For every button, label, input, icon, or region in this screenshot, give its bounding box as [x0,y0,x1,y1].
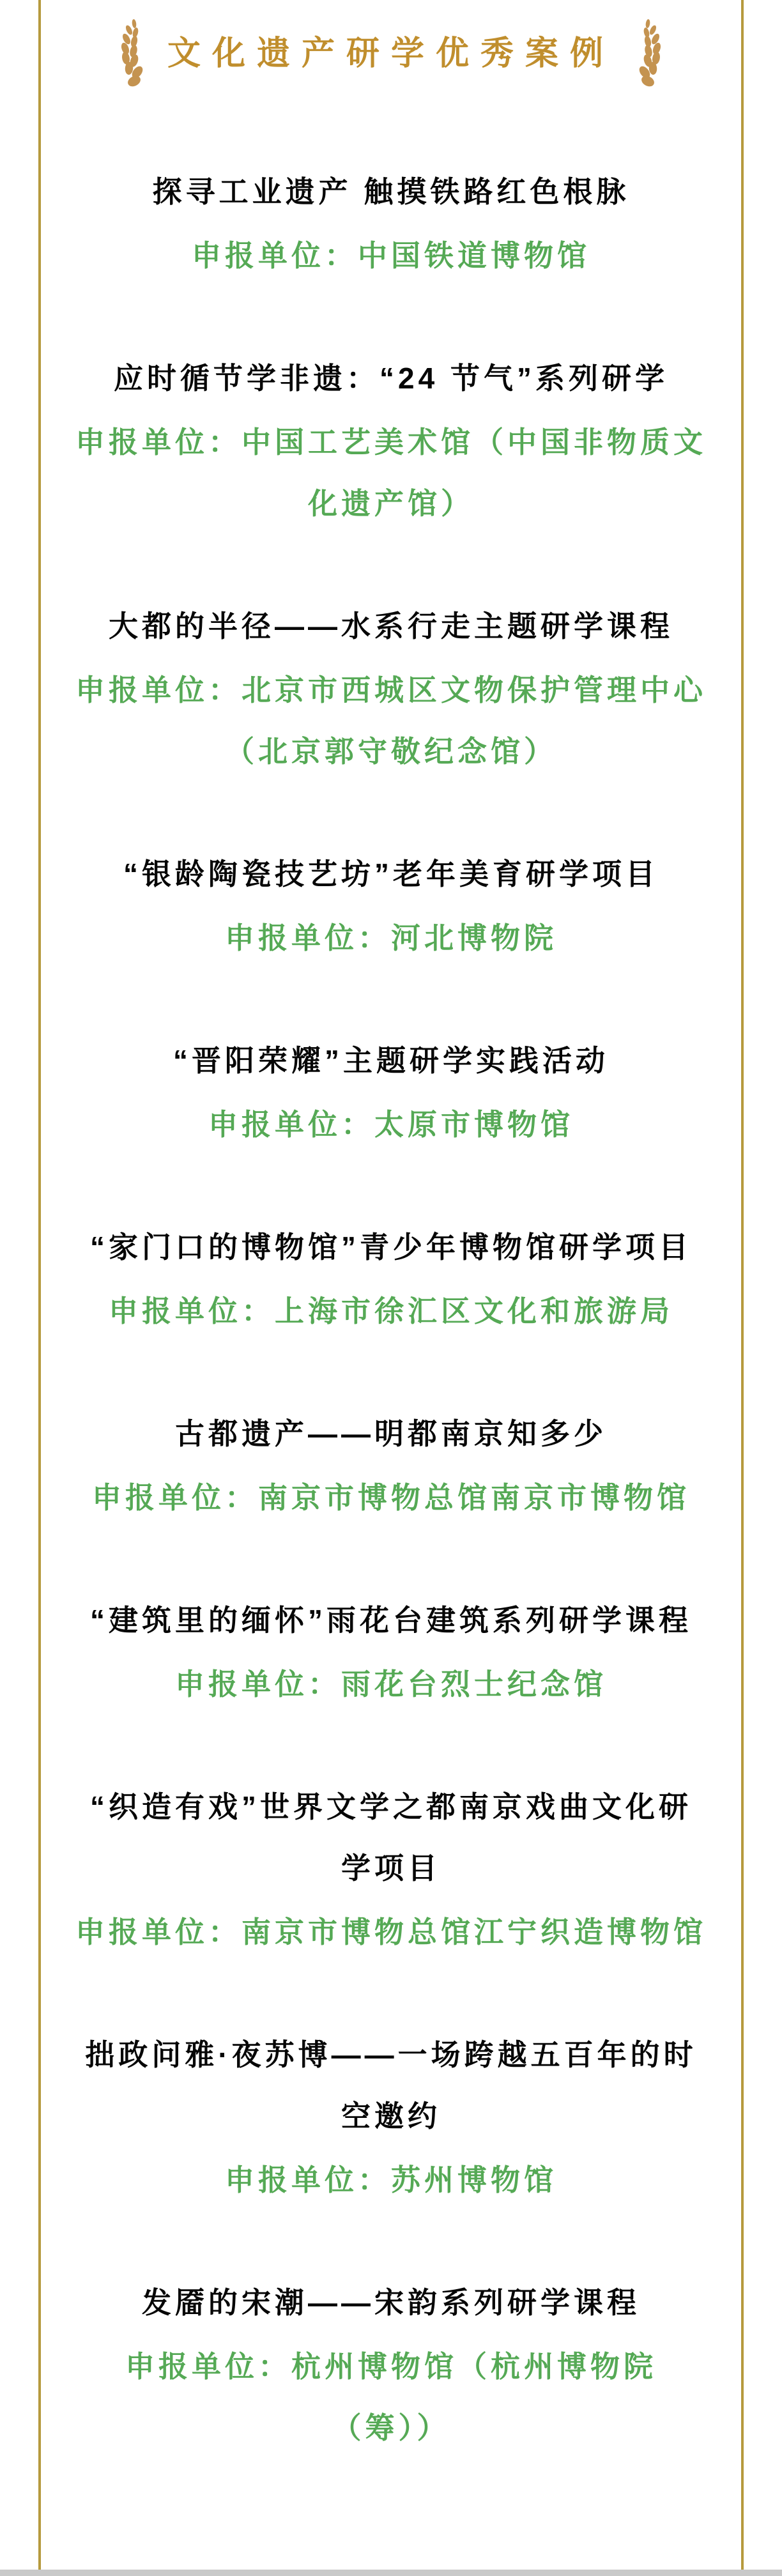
case-title: “家门口的博物馆”青少年博物馆研学项目 [90,1230,692,1264]
case-title: 探寻工业遗产 触摸铁路红色根脉 [152,175,630,208]
case-unit: 申报单位：太原市博物馆 [208,1108,574,1141]
case-unit: 申报单位：南京市博物总馆江宁织造博物馆 [75,1915,707,1949]
case-unit: 申报单位：中国铁道博物馆 [192,239,590,272]
case-unit: 申报单位：南京市博物总馆南京市博物馆 [92,1481,690,1514]
case-item [75,843,707,969]
case-title: “建筑里的缅怀”雨花台建筑系列研学课程 [90,1604,692,1637]
case-unit: 申报单位：河北博物院 [225,921,557,954]
case-item [75,1590,707,1715]
case-item [75,2272,707,2458]
left-border-line [38,0,41,2570]
wheat-laurel-left-icon [109,18,150,89]
case-unit: 申报单位：上海市徐汇区文化和旅游局 [109,1294,673,1328]
header [0,0,782,89]
bottom-gray-bar [0,2570,782,2576]
case-item [75,595,707,782]
case-title: 应时循节学非遗：“24 节气”系列研学 [114,362,668,395]
case-title: “织造有戏”世界文学之都南京戏曲文化研学项目 [90,1790,692,1885]
case-title: 拙政问雅·夜苏博——一场跨越五百年的时空邀约 [85,2038,697,2133]
case-item [75,1776,707,1963]
case-unit: 申报单位：雨花台烈士纪念馆 [175,1667,607,1701]
case-unit: 申报单位：中国工艺美术馆（中国非物质文化遗产馆） [75,425,707,520]
case-item [75,1216,707,1342]
case-unit: 申报单位：苏州博物馆 [225,2163,557,2196]
wheat-laurel-right-icon [632,18,673,89]
case-unit: 申报单位：杭州博物馆（杭州博物院（筹）） [125,2350,657,2444]
case-unit: 申报单位：北京市西城区文物保护管理中心（北京郭守敬纪念馆） [75,673,707,768]
case-list [75,161,707,2458]
case-item [75,348,707,534]
case-item [75,161,707,286]
case-title: 大都的半径——水系行走主题研学课程 [109,610,673,643]
case-item [75,2024,707,2211]
right-border-line [741,0,744,2570]
case-title: 古都遗产——明都南京知多少 [175,1417,607,1450]
case-item [75,1403,707,1528]
case-item [75,1030,707,1155]
page-title: 文化遗产研学优秀案例 [167,34,615,72]
case-title: “晋阳荣耀”主题研学实践活动 [173,1044,609,1077]
case-title: “银龄陶瓷技艺坊”老年美育研学项目 [123,857,659,891]
case-title: 发靥的宋潮——宋韵系列研学课程 [142,2286,640,2319]
